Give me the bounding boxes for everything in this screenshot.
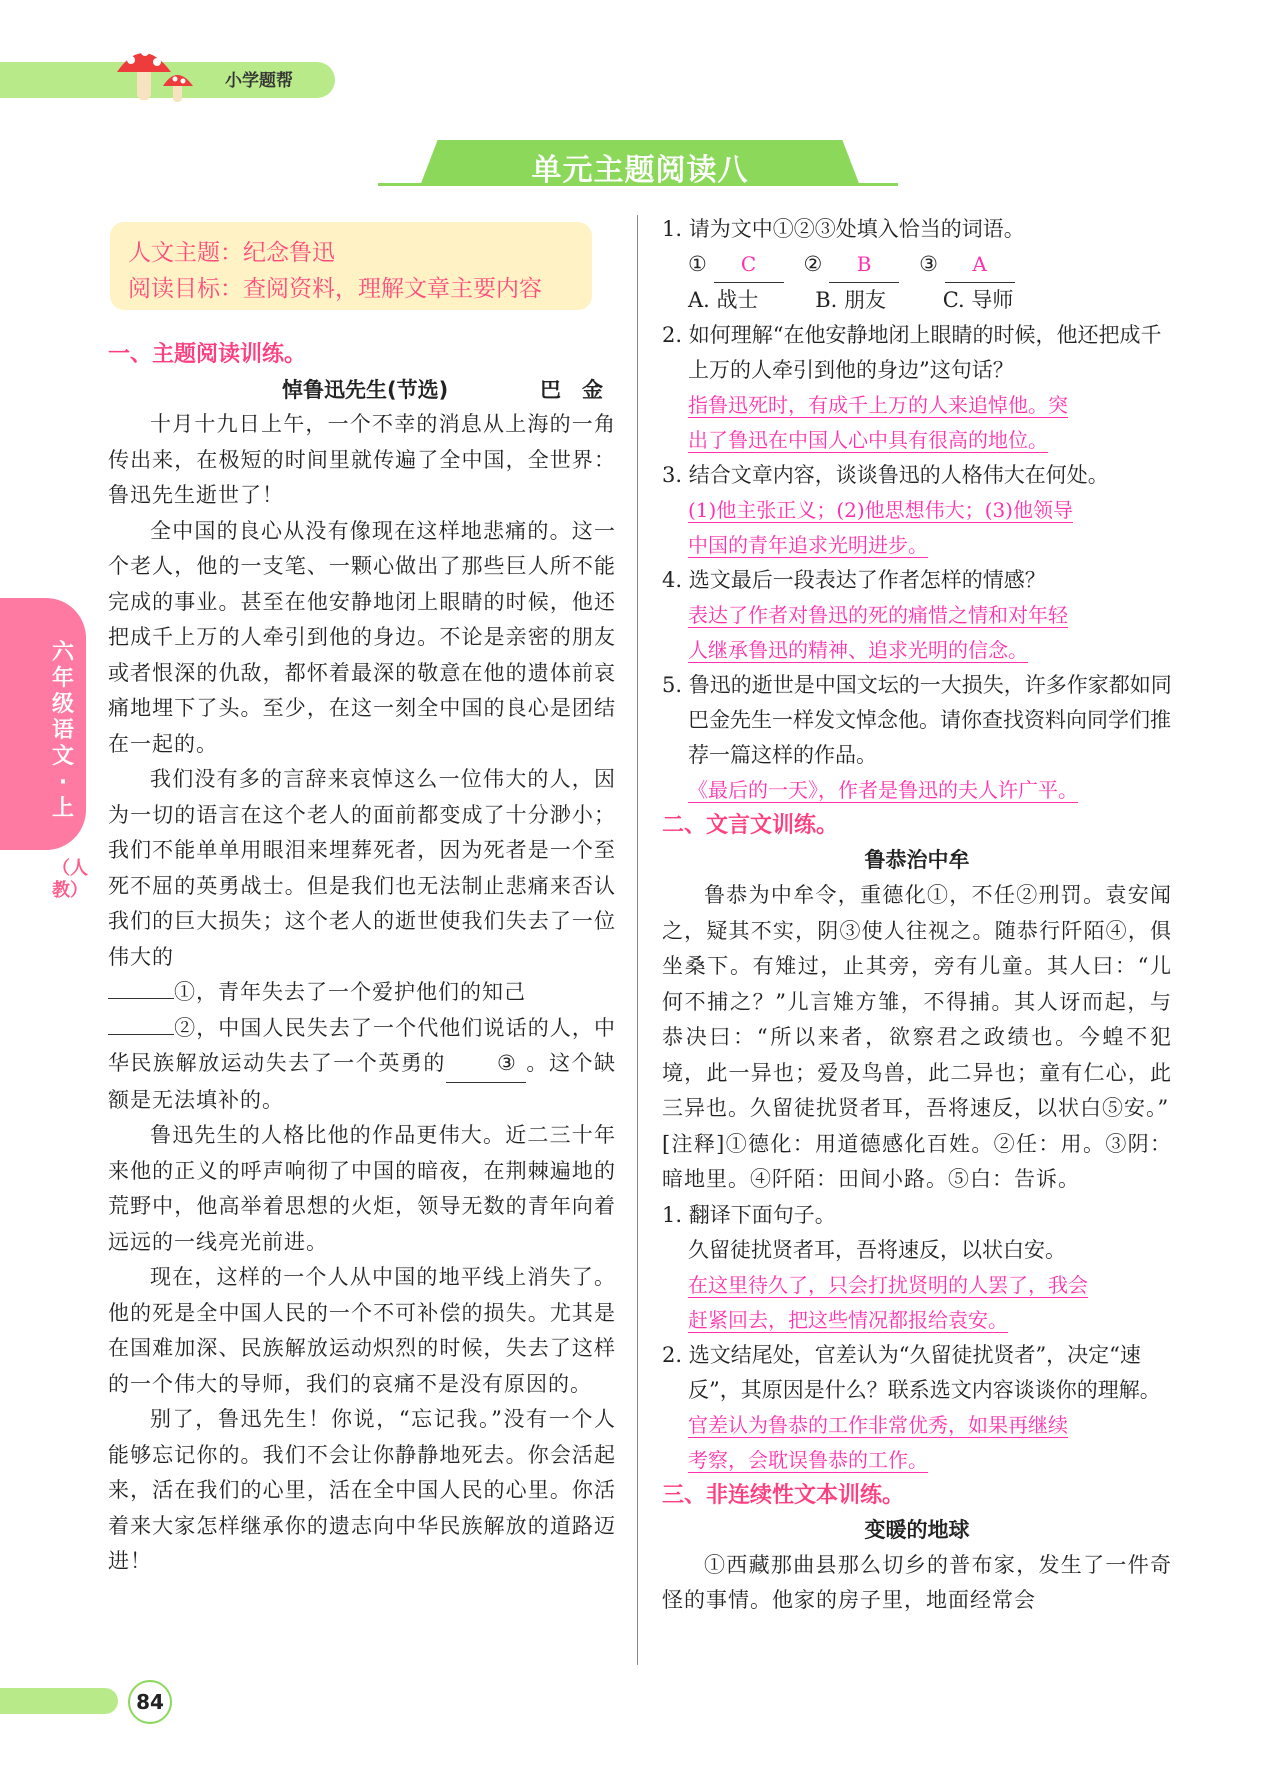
article-author: 巴 金 [540,378,603,402]
paragraph: 现在，这样的一个人从中国的地平线上消失了。他的死是全中国人民的一个不可补偿的损失。尤其是在国难加深、民族解放运动炽烈的时候，失去了这样的一个伟大的导师，我们的哀痛不是没有原因的。 [108,1265,616,1396]
answer-line [662,1303,1172,1338]
answer-3: A [945,247,1015,283]
paragraph: 全中国的良心从没有像现在这样地悲痛的。这一个老人，他的一支笔、一颗心做出了那些巨人所不能完成的事业。甚至在他安静地闭上眼睛的时候，他还把成千上万的人牵引到他的身边。不论是亲密的朋友或者恨深的仇敌，都怀着最深的敬意在他的遗体前哀痛地埋下了头。至少，在这一刻全中国的良心是团结在一起的。 [108,518,616,756]
answer-text: 赶紧回去，把这些情况都报给袁安。 [688,1307,1008,1332]
blank-3: ③ [446,1046,526,1083]
question-3: 3. 结合文章内容，谈谈鲁迅的人格伟大在何处。 [662,463,1109,487]
footer-band [0,1688,118,1714]
answer-text: 《最后的一天》，作者是鲁迅的夫人许广平。 [688,778,1078,802]
edition-label: （人教） [52,858,88,901]
column-divider [637,215,638,1665]
question-1-options [662,283,1172,318]
theme-goal: 阅读目标：查阅资料，理解文章主要内容 [128,276,542,302]
answer-line [662,633,1172,668]
answer-text: 中国的青年追求光明进步。 [688,533,928,557]
question-1-blanks [662,247,1172,283]
blank-label: ③ [919,252,938,276]
question-5: 5. 鲁迅的逝世是中国文坛的一大损失，许多作家都如同巴金先生一样发文悼念他。请你查找资料向同学们推荐一篇这样的作品。 [662,673,1172,767]
page-number: 84 [128,1680,172,1724]
answer-2: B [829,247,899,283]
answer-text: 在这里待久了，只会打扰贤明的人罢了，我会 [688,1272,1088,1297]
s2-question-1: 1. 翻译下面句子。 [662,1202,836,1227]
section3-heading: 三、非连续性文本训练。 [662,1482,905,1508]
paragraph-text: ①，青年失去了一个爱护他们的知己 [174,980,526,1004]
theme-topic: 人文主题：纪念鲁迅 [128,240,335,266]
answer-line [662,388,1172,423]
page-title: 单元主题阅读八 [531,153,749,188]
question-1: 1. 请为文中①②③处填入恰当的词语。 [662,217,1025,241]
article-title: 悼鲁迅先生(节选) [282,378,449,402]
blank-label: ② [803,252,823,276]
answer-line [662,423,1172,458]
annotation: [注释]①德化：用道德感化百姓。②任：用。③阴：暗地里。④阡陌：田间小路。⑤白：告诉。 [662,1131,1172,1191]
paragraph-text: 我们没有多的言辞来哀悼这么一位伟大的人，因为一切的语言在这个老人的面前都变成了十分渺小；我们不能单单用眼泪来埋葬死者，因为死者是一个至死不屈的英勇战士。但是我们也无法制止悲痛来否认我们的巨大损失；这个老人的逝世使我们失去了一位伟大的 [108,767,616,969]
question-4: 4. 选文最后一段表达了作者怎样的情感？ [662,568,1046,592]
answer-text: 人继承鲁迅的精神、追求光明的信念。 [688,638,1028,662]
answer-text: (1)他主张正义；(2)他思想伟大；(3)他领导 [688,498,1073,522]
answer-1: C [714,247,784,283]
option: A. 战士 [688,288,759,312]
answer-line [662,773,1172,808]
section3-text: ①西藏那曲县那么切乡的普布家，发生了一件奇怪的事情。他家的房子里，地面经常会 [662,1552,1172,1612]
answer-line [662,528,1172,563]
option: C. 导师 [942,288,1014,312]
blank-label: ① [688,252,707,276]
option: B. 朋友 [815,288,887,312]
paragraph: 鲁迅先生的人格比他的作品更伟大。近二三十年来他的正义的呼声响彻了中国的暗夜，在荆棘遍地的荒野中，他高举着思想的火炬，领导无数的青年向着远远的一线亮光前进。 [108,1123,616,1254]
section3-title: 变暖的地球 [864,1517,970,1542]
section1-heading: 一、主题阅读训练。 [108,342,307,367]
classical-text: 鲁恭为中牟令，重德化①，不任②刑罚。袁安闻之，疑其不实，阴③使人往视之。随恭行阡陌④，俱坐桑下。有雉过，止其旁，旁有儿童。其人曰：“儿何不捕之？”儿言雉方雏，不得捕。其人讶而起，与恭决曰：“所以来者，欲察君之政绩也。今蝗不犯境，此一异也；爱及鸟兽，此二异也；童有仁心，此三异也。久留徒扰贤者耳，吾将速反，以状白⑤安。” [662,883,1172,1120]
mushroom-icon [115,38,195,106]
paragraph [108,762,616,1118]
section2-title: 鲁恭治中牟 [864,848,970,872]
answer-line [662,1443,1172,1478]
answer-line [662,1408,1172,1443]
grade-label: 六年级语文·上 [51,640,74,821]
blank-1 [108,998,174,999]
answer-line [662,493,1172,528]
answer-line [662,598,1172,633]
s2-question-1-sentence: 久留徒扰贤者耳，吾将速反，以状白安。 [688,1237,1066,1262]
paragraph: 十月十九日上午，一个不幸的消息从上海的一角传出来，在极短的时间里就传遍了全中国，全世界：鲁迅先生逝世了！ [108,412,616,507]
blank-2 [108,1034,174,1035]
article-body [108,407,616,1580]
paragraph-text: 。这个缺额是无法填补的。 [108,1051,617,1112]
answer-text: 表达了作者对鲁迅的死的痛惜之情和对年轻 [688,603,1068,627]
answer-text: 考察，会耽误鲁恭的工作。 [688,1447,928,1472]
s2-question-2: 2. 选文结尾处，官差认为“久留徒扰贤者”，决定“速反”，其原因是什么？联系选文内容谈谈你的理解。 [662,1342,1161,1402]
answer-text: 官差认为鲁恭的工作非常优秀，如果再继续 [688,1412,1068,1437]
section2-heading: 二、文言文训练。 [662,813,839,838]
brand-name: 小学题帮 [225,71,293,91]
answer-text: 指鲁迅死时，有成千上万的人来追悼他。突 [688,393,1068,417]
answer-line [662,1268,1172,1303]
paragraph: 别了，鲁迅先生！你说，“忘记我。”没有一个人能够忘记你的。我们不会让你静静地死去。你会活起来，活在我们的心里，活在全中国人民的心里。你活着来大家怎样继承你的遗志向中华民族解放的道路迈进！ [108,1407,616,1573]
right-column [662,212,1172,1619]
answer-text: 出了鲁迅在中国人心中具有很高的地位。 [688,428,1048,452]
question-2: 2. 如何理解“在他安静地闭上眼睛的时候，他还把成千上万的人牵引到他的身边”这句话？ [662,323,1162,382]
paragraph-text: ②，中国人民失去了一个代他们说话的人，中华民族解放运动失去了一个英勇的 [108,1015,616,1075]
